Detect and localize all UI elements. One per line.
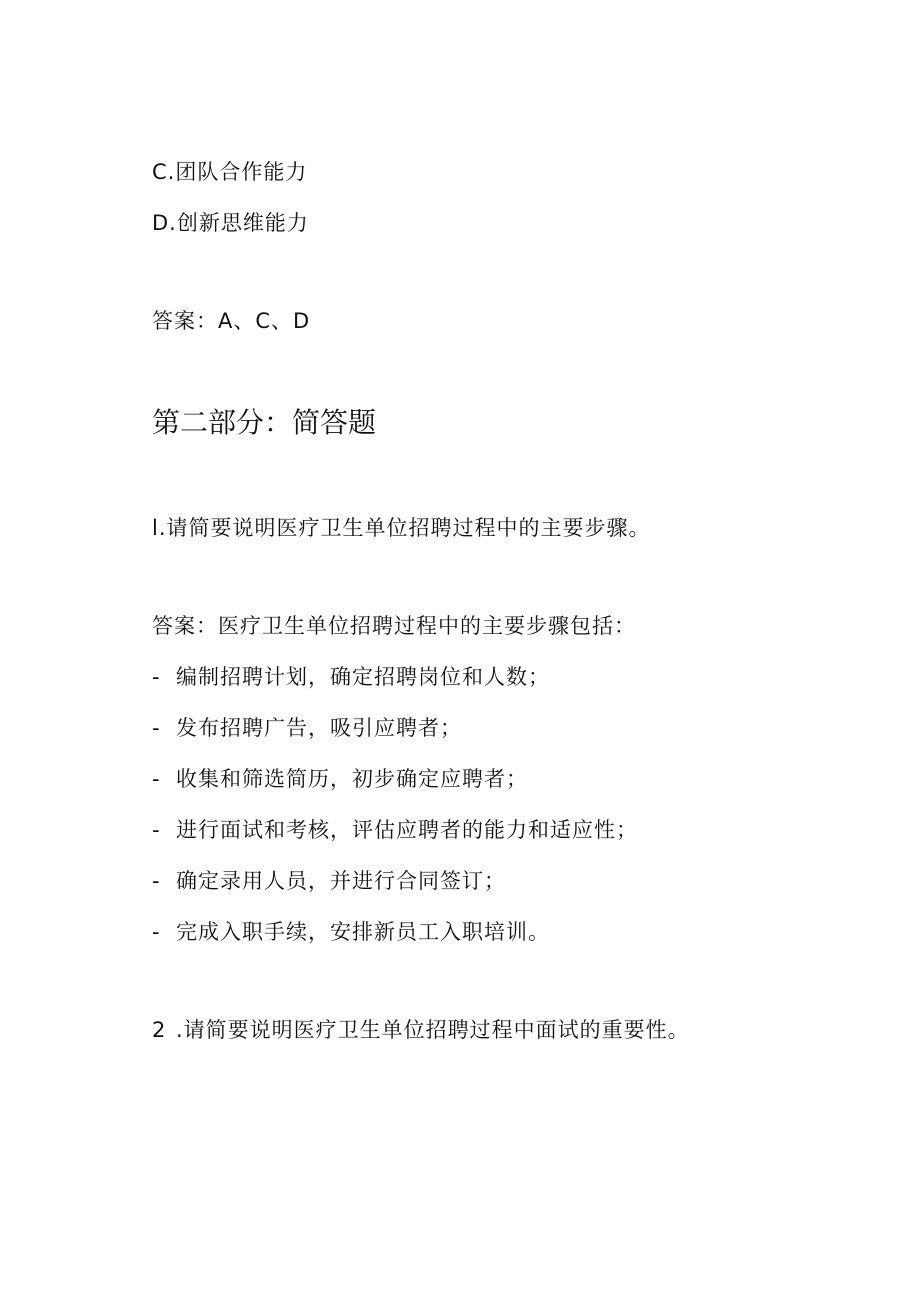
bullet-item bbox=[152, 714, 462, 742]
bullet-text: 确定录用人员，并进行合同签订； bbox=[176, 869, 506, 893]
bullet-item bbox=[152, 765, 528, 793]
bullet-dash: - bbox=[152, 716, 161, 740]
option-c: C.团队合作能力 bbox=[152, 160, 308, 184]
question-2-number: 2 bbox=[152, 1018, 167, 1042]
bullet-text: 发布招聘广告，吸引应聘者； bbox=[176, 716, 462, 740]
bullet-dash: - bbox=[152, 869, 161, 893]
bullet-text: 编制招聘计划，确定招聘岗位和人数； bbox=[176, 665, 550, 689]
bullet-dash: - bbox=[152, 665, 161, 689]
question-1: l.请简要说明医疗卫生单位招聘过程中的主要步骤。 bbox=[152, 516, 651, 540]
section-heading: 第二部分：简答题 bbox=[152, 406, 377, 439]
bullet-dash: - bbox=[152, 920, 161, 944]
bullet-dash: - bbox=[152, 818, 161, 842]
bullet-text: 完成入职手续，安排新员工入职培训。 bbox=[176, 920, 550, 944]
bullet-text: 收集和筛选简历，初步确定应聘者； bbox=[176, 767, 528, 791]
bullet-item bbox=[152, 867, 506, 895]
bullet-item bbox=[152, 918, 550, 946]
answer-2-intro: 答案：医疗卫生单位招聘过程中的主要步骤包括： bbox=[152, 614, 636, 638]
bullet-item bbox=[152, 663, 550, 691]
option-d: D.创新思维能力 bbox=[152, 211, 309, 235]
bullet-dash: - bbox=[152, 767, 161, 791]
bullet-item bbox=[152, 816, 638, 844]
question-2-text: .请简要说明医疗卫生单位招聘过程中面试的重要性。 bbox=[176, 1018, 690, 1042]
answer-1: 答案：A、C、D bbox=[152, 309, 311, 333]
question-2 bbox=[152, 1016, 690, 1044]
bullet-text: 进行面试和考核，评估应聘者的能力和适应性； bbox=[176, 818, 638, 842]
